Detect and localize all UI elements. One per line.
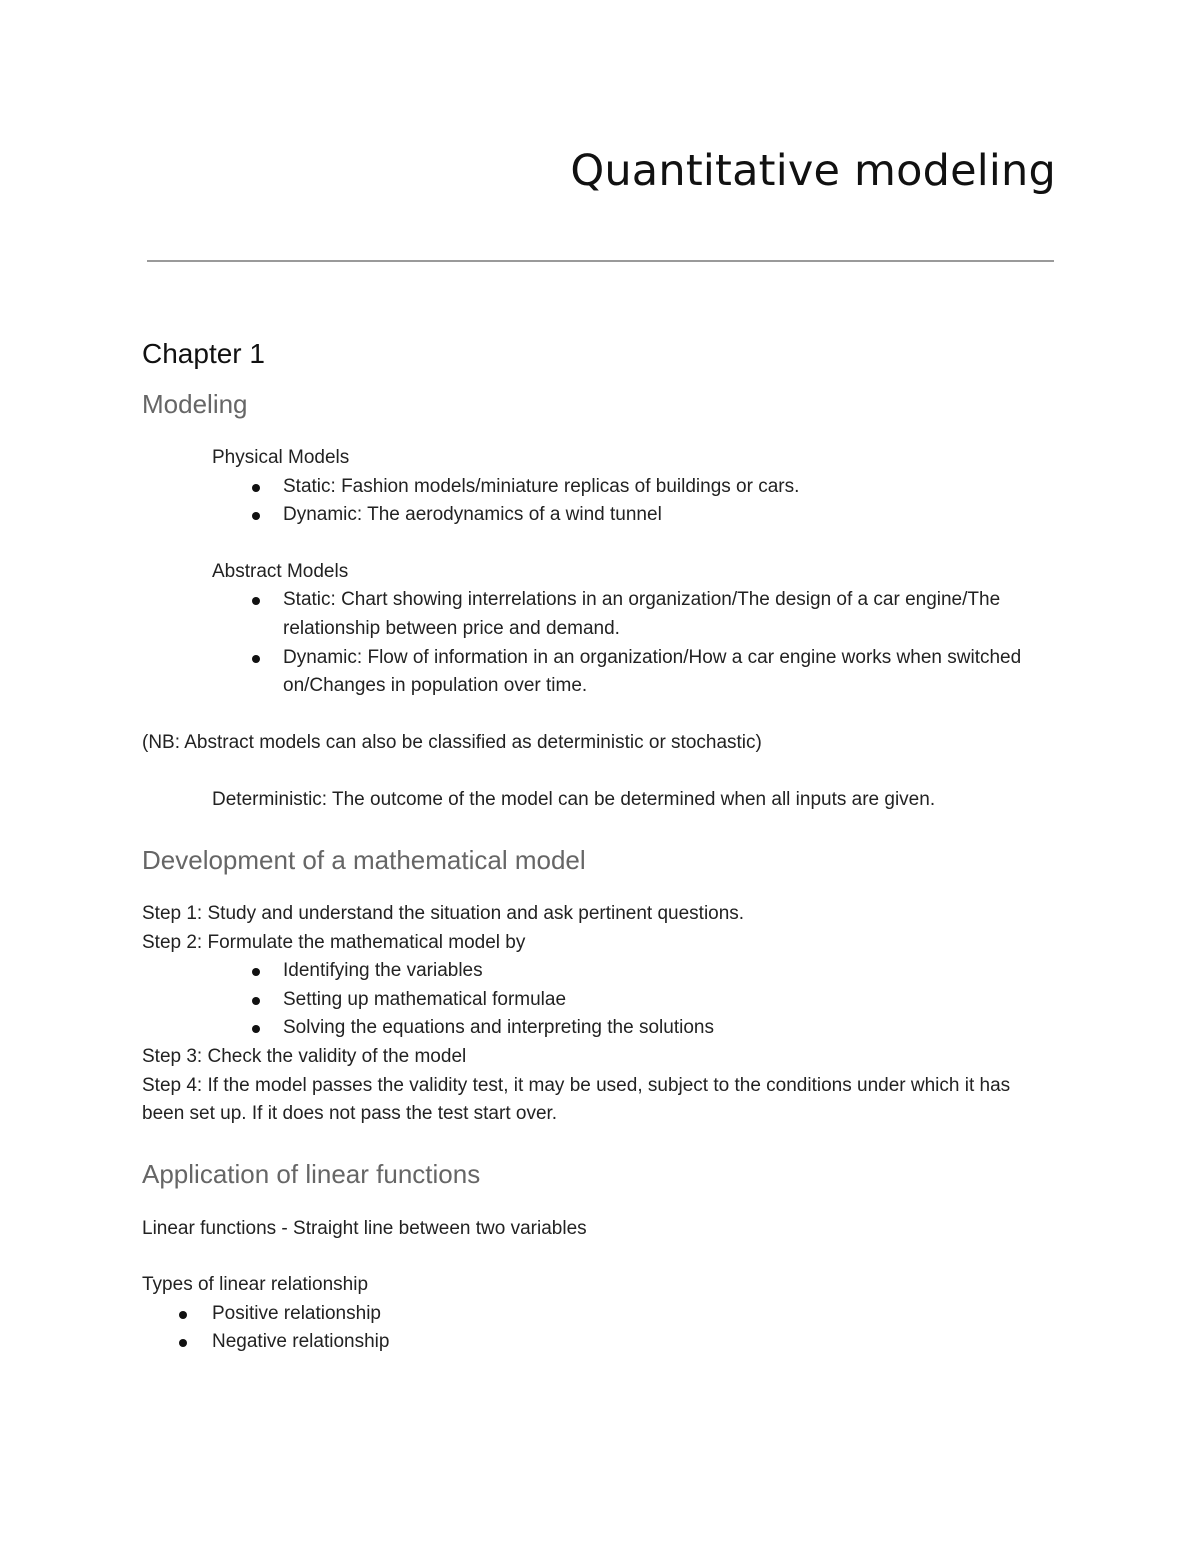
section-heading-modeling: Modeling bbox=[142, 389, 248, 419]
step-1: Step 1: Study and understand the situation and ask pertinent questions. bbox=[142, 902, 745, 924]
list-item-text: Static: Fashion models/miniature replicas of buildings or cars. bbox=[283, 475, 800, 497]
list-item bbox=[142, 501, 1042, 530]
physical-models-label: Physical Models bbox=[212, 447, 350, 468]
abstract-models-note: (NB: Abstract models can also be classified as deterministic or stochastic) bbox=[142, 731, 762, 753]
list-item-text: Positive relationship bbox=[212, 1302, 381, 1324]
bullet-icon bbox=[252, 597, 260, 605]
bullet-icon bbox=[252, 1025, 260, 1033]
step-2: Step 2: Formulate the mathematical model by bbox=[142, 931, 526, 953]
physical-models-list bbox=[142, 473, 1042, 530]
list-item bbox=[142, 586, 1042, 643]
abstract-models-list bbox=[142, 586, 1042, 700]
list-item bbox=[142, 644, 1042, 701]
title-divider bbox=[147, 260, 1054, 262]
list-item bbox=[142, 957, 1042, 986]
list-item-text: Negative relationship bbox=[212, 1331, 390, 1353]
bullet-icon bbox=[252, 512, 260, 520]
list-item-text: Setting up mathematical formulae bbox=[283, 988, 567, 1010]
step-2-list bbox=[142, 957, 1042, 1043]
list-item-text: Dynamic: The aerodynamics of a wind tunnel bbox=[283, 504, 662, 526]
list-item bbox=[142, 1328, 1042, 1357]
list-item-text: Dynamic: Flow of information in an organization/How a car engine works when switched on/Changes in population over time. bbox=[283, 646, 1022, 697]
step-4: Step 4: If the model passes the validity test, it may be used, subject to the conditions under which it has been set up. If it does not pass the test start over. bbox=[142, 1074, 1011, 1125]
abstract-models-label: Abstract Models bbox=[212, 560, 349, 582]
step-3: Step 3: Check the validity of the model bbox=[142, 1045, 467, 1067]
list-item-text: Static: Chart showing interrelations in an organization/The design of a car engine/The relationship between price and demand. bbox=[283, 589, 1001, 639]
linear-types-list bbox=[142, 1300, 1042, 1357]
bullet-icon bbox=[252, 655, 260, 663]
linear-types-label: Types of linear relationship bbox=[142, 1274, 369, 1296]
list-item bbox=[142, 473, 1042, 502]
list-item bbox=[142, 1014, 1042, 1043]
bullet-icon bbox=[252, 997, 260, 1005]
bullet-icon bbox=[252, 968, 260, 976]
bullet-icon bbox=[179, 1339, 187, 1347]
bullet-icon bbox=[252, 484, 260, 492]
list-item bbox=[142, 986, 1042, 1015]
bullet-icon bbox=[179, 1311, 187, 1319]
deterministic-definition: Deterministic: The outcome of the model can be determined when all inputs are given. bbox=[212, 789, 936, 811]
list-item-text: Solving the equations and interpreting the solutions bbox=[283, 1017, 714, 1039]
list-item bbox=[142, 1300, 1042, 1329]
linear-functions-definition: Linear functions - Straight line between two variables bbox=[142, 1217, 587, 1239]
list-item-text: Identifying the variables bbox=[283, 960, 483, 982]
chapter-heading: Chapter 1 bbox=[142, 338, 265, 369]
section-heading-linear-functions: Application of linear functions bbox=[142, 1158, 481, 1189]
section-heading-development: Development of a mathematical model bbox=[142, 844, 586, 875]
document-body bbox=[142, 334, 1042, 1357]
document-title: Quantitative modeling bbox=[570, 146, 1056, 196]
